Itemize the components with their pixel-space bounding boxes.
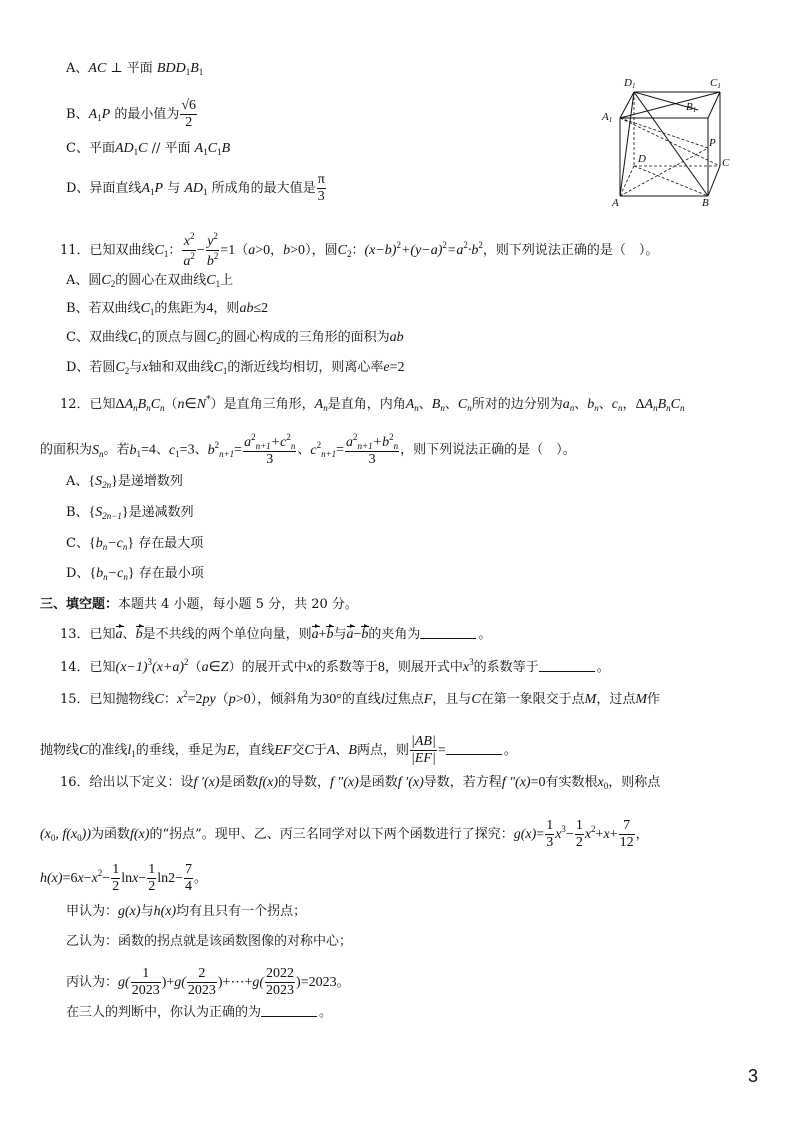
q16-question: 在三人的判断中，你认为正确的为 。 — [66, 1005, 333, 1020]
cube-figure — [598, 74, 738, 206]
q11-option-c: C、双曲线$C_1$的顶点与圆$C_2$的圆心构成的三角形的面积为ab — [66, 330, 404, 346]
q10-option-b: B、$A_1P$ 的最小值为 $\frac{√6}{2}$ — [66, 98, 197, 131]
q12-option-c: C、$\{b_n-c_n\}$ 存在最大项 — [66, 536, 204, 552]
q12-option-a: A、$\{S_{2n}\}$是递增数列 — [66, 474, 183, 490]
q12-option-d: D、$\{b_n-c_n\}$ 存在最小项 — [66, 566, 204, 582]
label-p: P — [709, 137, 716, 149]
label-b1: B1 — [686, 101, 697, 114]
q16-jia: 甲认为：g(x)与h(x)均有且只有一个拐点； — [66, 904, 307, 919]
q15-answer-blank — [446, 744, 502, 755]
label-c1: C1 — [710, 77, 721, 90]
q11-option-a: A、圆$C_2$的圆心在双曲线$C_1$上 — [66, 273, 234, 289]
q14-answer-blank — [539, 661, 595, 672]
q11-option-d: D、若圆$C_2$与x轴和双曲线$C_1$的渐近线均相切，则离心率e=2 — [66, 360, 405, 376]
q16-line3: $h(x)=6x-x^2-$ $\frac{1}{2}$ lnx− $\frac{1}{2}$ ln2− $\frac{7}{4}$ 。 — [40, 862, 208, 895]
q14: 14．已知$(x-1)^3(x+a)^2(a\in Z)$的展开式中x的系数等于8，则展开式中$x^3$的系数等于 。 — [60, 657, 610, 675]
q12-stem-line1: 12．已知$\Delta A_nB_nC_n(n\in N^*)$是直角三角形，$A_n$是直角，内角$A_n$、$B_n$、$C_n$所对的边分别为$a_n$、$b_n$、$c_n$，$\Delta A_nB_nC_n$ — [60, 395, 685, 413]
q15-line1: 15．已知抛物线C：$x^2=2py(p>0)$，倾斜角为30°的直线l过焦点F，且与C在第一象限交于点M，过点M作 — [60, 689, 661, 707]
q11-stem: 11．已知双曲线$C_1$： $\frac{x^2}{a^2}$ − $\frac{y^2}{b^2}$ =1（a>0，b>0），圆$C_2$：$(x-b)^2+(y-a)^2=a^2\cdot b^2$，则下列说法正确的是（ ）。 — [60, 231, 659, 270]
q10-option-c: C、平面$AD_1C$ // 平面 $A_1C_1B$ — [66, 141, 231, 157]
label-a1: A1 — [602, 111, 613, 124]
label-b: B — [702, 197, 709, 206]
q16-line1: 16．给出以下定义：设f ′(x)是函数f(x)的导数，f ″(x)是函数f ′(x)导数，若方程f ″(x)=0有实数根$x_0$，则称点 — [60, 775, 661, 791]
q16-line2: ($x_0$, $f(x_0)$)为函数f(x)的“拐点”。现甲、乙、丙三名同学对以下两个函数进行了探究：g(x)= $\frac{1}{3}$ $x^3-$ $\frac{1}{2}$ $x^2+x+$ $\frac{7}{12}$ ， — [40, 818, 649, 851]
sqrt6-over-2: $\frac{√6}{2}$ — [181, 98, 197, 131]
q10-option-d: D、异面直线$A_1P$ 与 $AD_1$ 所成角的最大值是 $\frac{\pi}{3}$ — [66, 172, 325, 205]
q15-line2: 抛物线C的准线$l_1$的垂线，垂足为E，直线EF交C于A、B两点，则 $\frac{|AB|}{|EF|}$ = 。 — [40, 734, 517, 767]
q13-answer-blank — [420, 628, 476, 639]
q12-option-b: B、$\{S_{2n-1}\}$是递减数列 — [66, 505, 194, 521]
q10-option-a: A、AC ⊥ 平面 $BDD_1B_1$ — [66, 61, 204, 77]
q13: 13．已知a、b是不共线的两个单位向量，则a+b与a−b的夹角为 。 — [60, 627, 492, 642]
q16-bing: 丙认为：g( $\frac{1}{2023}$ )+g( $\frac{2}{2023}$ )+⋯+g( $\frac{2022}{2023}$ )=2023。 — [66, 966, 350, 999]
page-number: 3 — [747, 1066, 758, 1086]
q16-yi: 乙认为：函数的拐点就是该函数图像的对称中心； — [66, 934, 353, 949]
pi-over-3: $\frac{\pi}{3}$ — [317, 172, 325, 205]
q16-answer-blank — [261, 1006, 317, 1017]
q11-option-b: B、若双曲线$C_1$的焦距为4，则ab≤2 — [66, 301, 269, 317]
label-d: D — [638, 153, 646, 165]
label-a: A — [612, 197, 619, 206]
q12-stem-line2: 的面积为$S_n$。若$b_1=4$、$c_1=3$、$b^2_{n+1}=$ $\frac{a^2_{n+1}+c^2_n}{3}$ 、$c^2_{n+1}=$ $\frac{a^2_{n+1}+b^2_n}{3}$ ，则下列说法正确的是（ ）。 — [40, 432, 576, 468]
label-c: C — [722, 157, 730, 169]
label-d1: D1 — [624, 77, 636, 90]
section-3-heading: 三、填空题：本题共 4 小题，每小题 5 分，共 20 分。 — [40, 597, 358, 612]
